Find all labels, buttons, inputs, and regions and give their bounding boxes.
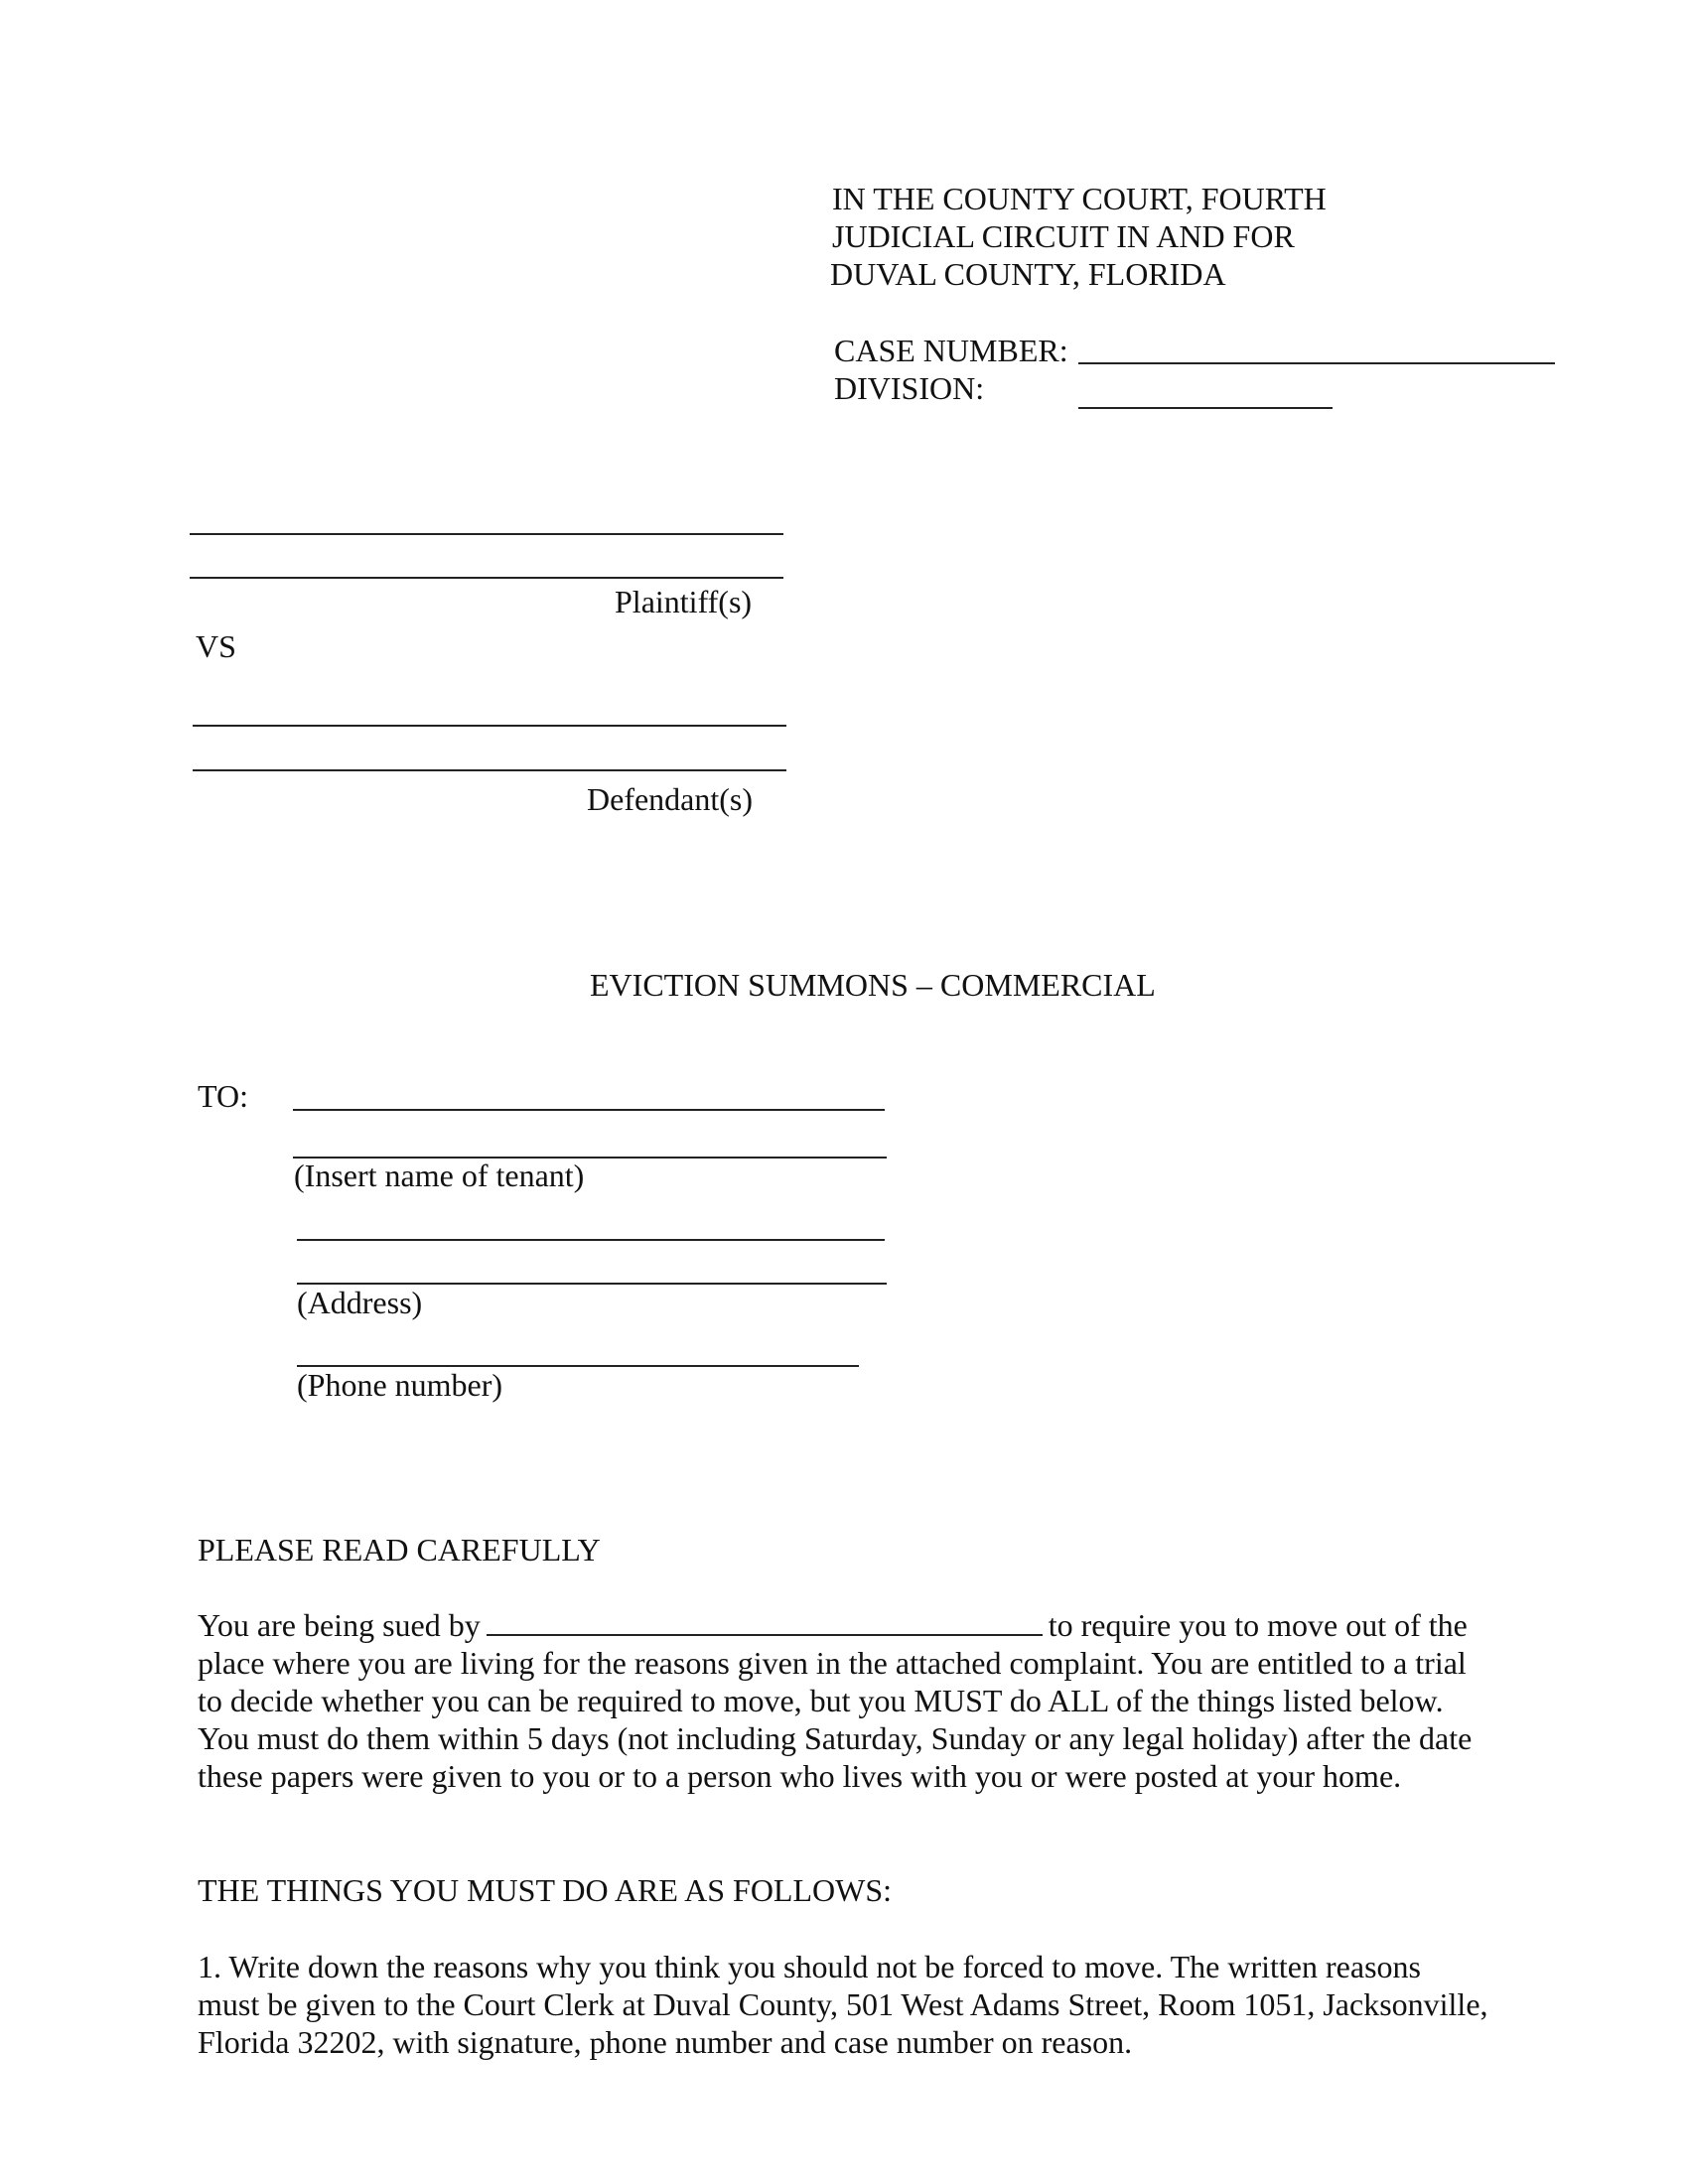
item-1-paragraph: 1. Write down the reasons why you think you should not be forced to move. The written reasons must be given to the Court Clerk at Duval County, 501 West Adams Street, Room 1051, Jacksonville, Florida 32202, with signature, phone number and case number on reason. bbox=[198, 1949, 1488, 2060]
plaintiff-name-blank[interactable] bbox=[487, 1608, 1043, 1636]
things-heading: THE THINGS YOU MUST DO ARE AS FOLLOWS: bbox=[198, 1872, 893, 1908]
phone-hint: (Phone number) bbox=[297, 1367, 503, 1403]
defendant-label: Defendant(s) bbox=[587, 781, 754, 817]
sued-by-paragraph bbox=[198, 1606, 1488, 1795]
tenant-name-line-1[interactable] bbox=[293, 1109, 885, 1111]
please-read-heading: PLEASE READ CAREFULLY bbox=[198, 1532, 601, 1568]
defendant-name-line-1[interactable] bbox=[193, 725, 786, 727]
sued-by-prefix: You are being sued by bbox=[198, 1607, 481, 1643]
tenant-name-hint: (Insert name of tenant) bbox=[294, 1158, 585, 1193]
court-line-3: DUVAL COUNTY, FLORIDA bbox=[830, 256, 1226, 292]
division-field[interactable] bbox=[1078, 407, 1333, 409]
court-line-1: IN THE COUNTY COURT, FOURTH bbox=[832, 181, 1327, 216]
division-label: DIVISION: bbox=[834, 370, 985, 406]
defendant-name-line-2[interactable] bbox=[193, 769, 786, 771]
court-line-2: JUDICIAL CIRCUIT IN AND FOR bbox=[832, 218, 1295, 254]
vs-label: VS bbox=[196, 628, 236, 664]
sued-by-suffix: to require you to move out of the place where you are living for the reasons given in the attached complaint. You are entitled to a trial to decide whether you can be required to move, but you MUST do ALL of the things listed below. You must do them within 5 days (not including Saturday, Sunday or any legal holiday) after the date these papers were given to you or to a person who lives with you or were posted at your home. bbox=[198, 1607, 1473, 1794]
to-label: TO: bbox=[198, 1078, 248, 1114]
address-hint: (Address) bbox=[297, 1285, 423, 1320]
plaintiff-label: Plaintiff(s) bbox=[615, 584, 753, 619]
case-number-label: CASE NUMBER: bbox=[834, 333, 1068, 368]
case-number-field[interactable] bbox=[1078, 362, 1555, 364]
plaintiff-name-line-1[interactable] bbox=[190, 533, 783, 535]
document-title: EVICTION SUMMONS – COMMERCIAL bbox=[590, 967, 1156, 1003]
plaintiff-name-line-2[interactable] bbox=[190, 577, 783, 579]
address-line-1[interactable] bbox=[297, 1239, 885, 1241]
